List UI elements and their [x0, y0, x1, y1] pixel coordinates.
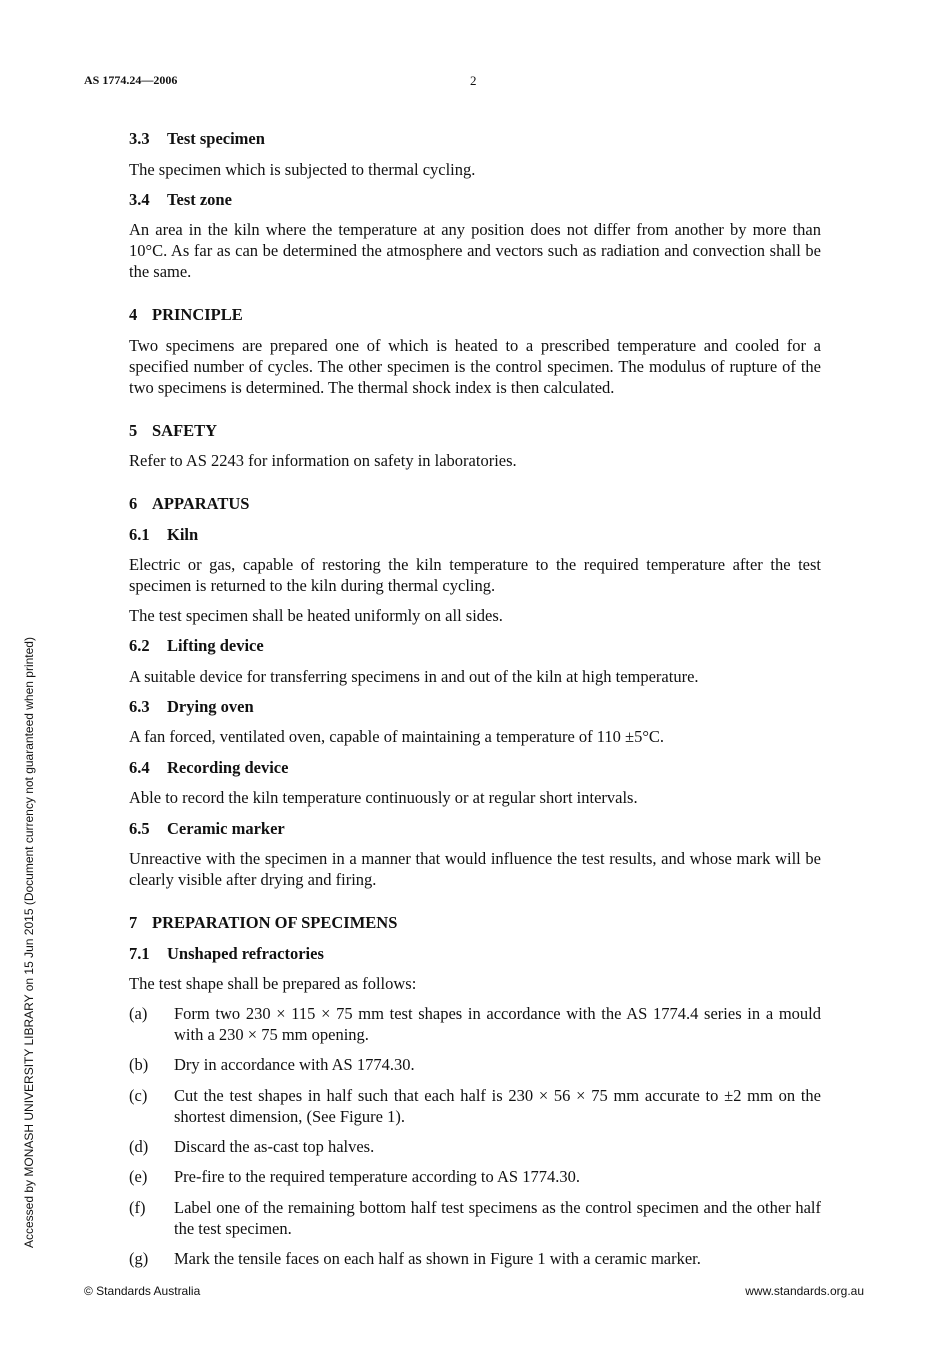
list-item	[129, 1054, 821, 1075]
heading-7	[129, 912, 821, 933]
heading-number: 7	[129, 913, 138, 932]
access-watermark: Accessed by MONASH UNIVERSITY LIBRARY on 15 Jun 2015 (Document currency not guaranteed when printed)	[22, 637, 36, 1248]
paragraph: Electric or gas, capable of restoring the kiln temperature to the required temperature after the test specimen is returned to the kiln during thermal cycling.	[129, 555, 821, 595]
paragraph: Refer to AS 2243 for information on safety in laboratories.	[129, 451, 517, 470]
heading-4	[129, 304, 821, 325]
list-text: Discard the as-cast top halves.	[174, 1137, 375, 1156]
paragraph: The test specimen shall be heated uniformly on all sides.	[129, 606, 503, 625]
heading-title: Ceramic marker	[167, 819, 285, 838]
list-item	[129, 1003, 821, 1045]
heading-6-4	[129, 757, 821, 778]
heading-number: 6.1	[129, 525, 150, 544]
heading-number: 5	[129, 421, 138, 440]
heading-6-3	[129, 696, 821, 717]
paragraph: The test shape shall be prepared as follows:	[129, 974, 417, 993]
heading-number: 3.3	[129, 129, 150, 148]
heading-title: PREPARATION OF SPECIMENS	[152, 913, 398, 932]
paragraph: Able to record the kiln temperature continuously or at regular short intervals.	[129, 788, 638, 807]
heading-3-4	[129, 189, 821, 210]
list-label: (a)	[129, 1004, 148, 1023]
footer-copyright: © Standards Australia	[84, 1284, 201, 1298]
heading-number: 6.2	[129, 636, 150, 655]
heading-6-1	[129, 524, 821, 545]
heading-number: 6.3	[129, 697, 150, 716]
heading-title: PRINCIPLE	[152, 305, 243, 324]
heading-number: 4	[129, 305, 138, 324]
list-label: (b)	[129, 1055, 149, 1074]
list-label: (e)	[129, 1167, 148, 1186]
list-text: Pre-fire to the required temperature according to AS 1774.30.	[174, 1167, 580, 1186]
heading-6-2	[129, 635, 821, 656]
list-item	[129, 1085, 821, 1127]
heading-number: 6.4	[129, 758, 150, 777]
list-item	[129, 1136, 821, 1157]
heading-title: Test specimen	[167, 129, 265, 148]
heading-number: 6	[129, 494, 138, 513]
document-id: AS 1774.24—2006	[84, 73, 178, 87]
heading-title: Recording device	[167, 758, 289, 777]
list-label: (g)	[129, 1249, 149, 1268]
heading-6	[129, 493, 821, 514]
document-body	[129, 128, 821, 1269]
paragraph: A suitable device for transferring specimens in and out of the kiln at high temperature.	[129, 667, 699, 686]
heading-title: APPARATUS	[152, 494, 250, 513]
list-item	[129, 1248, 821, 1269]
paragraph: Two specimens are prepared one of which is heated to a prescribed temperature and cooled for a specified number of cycles. The other specimen is the control specimen. The modulus of rupture of the two specimens is determined. The thermal shock index is then calculated.	[129, 336, 821, 397]
heading-5	[129, 420, 821, 441]
list-item	[129, 1197, 821, 1239]
heading-7-1	[129, 943, 821, 964]
list-item	[129, 1166, 821, 1187]
heading-title: SAFETY	[152, 421, 218, 440]
list-label: (f)	[129, 1198, 146, 1217]
heading-3-3	[129, 128, 821, 149]
list-text: Mark the tensile faces on each half as shown in Figure 1 with a ceramic marker.	[174, 1249, 701, 1268]
heading-title: Lifting device	[167, 636, 264, 655]
heading-number: 6.5	[129, 819, 150, 838]
footer-website: www.standards.org.au	[745, 1284, 864, 1298]
list-text: Dry in accordance with AS 1774.30.	[174, 1055, 415, 1074]
list-label: (d)	[129, 1137, 149, 1156]
heading-6-5	[129, 818, 821, 839]
paragraph: Unreactive with the specimen in a manner that would influence the test results, and whose mark will be clearly visible after drying and firing.	[129, 849, 821, 889]
list-text: Label one of the remaining bottom half test specimens as the control specimen and the other half the test specimen.	[174, 1198, 821, 1238]
paragraph: An area in the kiln where the temperature at any position does not differ from another by more than 10°C. As far as can be determined the atmosphere and vectors such as radiation and convection shall be the same.	[129, 220, 821, 281]
list-text: Cut the test shapes in half such that each half is 230 × 56 × 75 mm accurate to ±2 mm on the shortest dimension, (See Figure 1).	[174, 1086, 821, 1126]
paragraph: A fan forced, ventilated oven, capable of maintaining a temperature of 110 ±5°C.	[129, 727, 665, 746]
heading-number: 3.4	[129, 190, 150, 209]
heading-title: Kiln	[167, 525, 199, 544]
heading-number: 7.1	[129, 944, 150, 963]
list-label: (c)	[129, 1086, 148, 1105]
paragraph: The specimen which is subjected to thermal cycling.	[129, 160, 476, 179]
heading-title: Drying oven	[167, 697, 254, 716]
page-number: 2	[470, 73, 477, 88]
heading-title: Unshaped refractories	[167, 944, 324, 963]
heading-title: Test zone	[167, 190, 232, 209]
list-text: Form two 230 × 115 × 75 mm test shapes in accordance with the AS 1774.4 series in a mould with a 230 × 75 mm opening.	[174, 1004, 821, 1044]
